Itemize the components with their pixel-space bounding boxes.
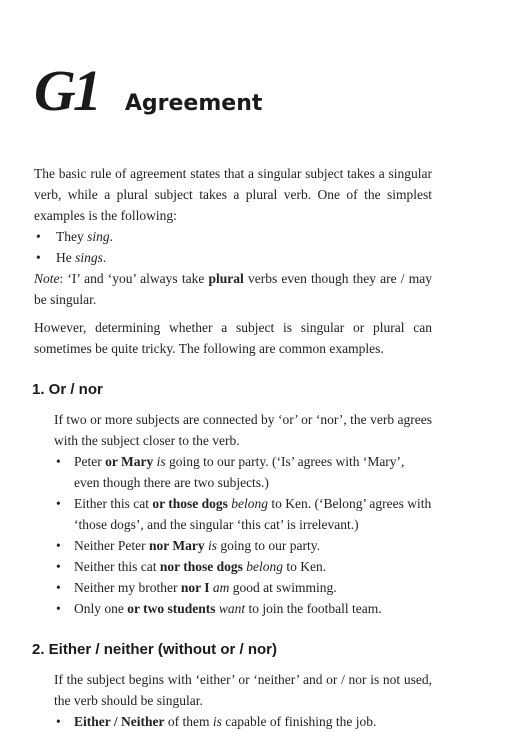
chapter-code: G1: [34, 58, 99, 123]
example-end: .: [102, 250, 107, 265]
note-label: Note: [34, 271, 60, 286]
list-item: • Only one or two students want to join the football team.: [54, 598, 432, 619]
section-lead: If two or more subjects are connected by ‘or’ or ‘nor’, the verb agrees with the subject closer to the verb.: [54, 412, 432, 448]
section-2-list: [54, 711, 432, 732]
list-item: • Either this cat or those dogs belong to Ken. (‘Belong’ agrees with ‘those dogs’, and the singular ‘this cat’ is irrelevant.): [54, 493, 432, 535]
list-item: • Neither this cat nor those dogs belong to Ken.: [54, 556, 432, 577]
section-1: [54, 409, 432, 619]
note-text: verbs even though they are / may be singular.: [34, 271, 432, 307]
list-item: • Neither Peter nor Mary is going to our party.: [54, 535, 432, 556]
list-item: [34, 247, 432, 268]
note-text: : ‘I’ and ‘you’ always take: [59, 271, 209, 286]
page-body: [34, 163, 432, 732]
list-item: • Peter or Mary is going to our party. (‘Is’ agrees with ‘Mary’, even though there are two subjects.): [54, 451, 432, 493]
example-subject: He: [56, 250, 76, 265]
intro-examples: [34, 226, 432, 268]
intro-paragraph: The basic rule of agreement states that a singular subject takes a singular verb, while a plural subject takes a plural verb. One of the simplest examples is the following:: [34, 166, 432, 223]
example-verb: sings: [75, 250, 103, 265]
example-verb: sing: [87, 229, 110, 244]
example-subject: They: [56, 229, 88, 244]
section-heading: 2. Either / neither (without or / nor): [32, 641, 278, 658]
list-item: • Either / Neither of them is capable of finishing the job.: [54, 711, 432, 732]
section-2: [54, 669, 432, 732]
chapter-title: Agreement: [124, 91, 263, 116]
section-1-list: [54, 451, 432, 619]
section-lead: If the subject begins with ‘either’ or ‘neither’ and or / nor is not used, the verb should be singular.: [54, 672, 432, 708]
note-bold: plural: [208, 271, 244, 286]
intro-paragraph-2: However, determining whether a subject is singular or plural can sometimes be quite tricky. The following are common examples.: [34, 320, 432, 356]
note-paragraph: [34, 268, 432, 310]
example-end: .: [109, 229, 114, 244]
list-item: • Neither my brother nor I am good at swimming.: [54, 577, 432, 598]
chapter-header: [34, 58, 263, 123]
section-heading: 1. Or / nor: [32, 381, 103, 398]
list-item: [34, 226, 432, 247]
